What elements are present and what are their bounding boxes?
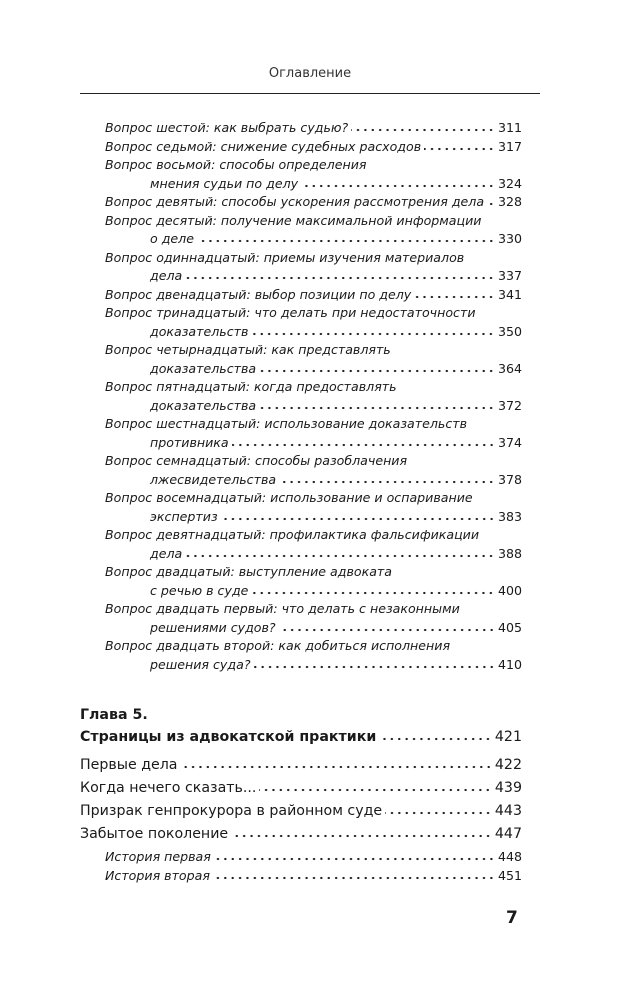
entry-title: Вопрос одиннадцатый: приемы изучения материалов [105, 249, 465, 265]
entry-page: 443 [494, 803, 522, 819]
entry-page: 378 [497, 471, 522, 487]
entry-page: 422 [494, 757, 522, 773]
toc-entry-question [105, 138, 522, 156]
toc-entry-question [105, 249, 522, 267]
dot-leader [379, 737, 492, 741]
entry-page: 405 [497, 619, 522, 635]
toc-entry-question [150, 360, 522, 378]
toc-entry-question [150, 230, 522, 248]
entry-title: Вопрос четырнадцатый: как представлять [105, 342, 391, 357]
toc-entry-question [105, 119, 522, 137]
entry-page: 388 [497, 545, 522, 561]
entry-title: Страницы из адвокатской практики [80, 729, 377, 745]
dot-leader [213, 876, 495, 880]
toc-entry-question [105, 600, 522, 618]
entry-title: Вопрос двадцатый: выступление адвоката [105, 564, 392, 579]
entry-page: 350 [497, 323, 522, 339]
toc-entry-question [105, 304, 522, 322]
toc-entry-question [105, 637, 522, 655]
entry-page: 400 [497, 582, 522, 598]
entry-title: Вопрос восемнадцатый: использование и оспаривание [105, 490, 473, 505]
entry-page: 421 [494, 729, 522, 745]
entry-page: 330 [497, 231, 522, 246]
entry-title: доказательства [150, 360, 257, 376]
entry-title: Вопрос двадцать второй: как добиться исполнения [105, 638, 451, 653]
toc-entry-question [105, 378, 522, 396]
toc-entry-question [150, 545, 522, 563]
dot-leader [259, 406, 495, 410]
dot-leader [385, 811, 492, 815]
dot-leader [251, 591, 495, 595]
dot-leader [214, 857, 495, 861]
toc-entry-question [105, 563, 522, 581]
dot-leader [279, 480, 495, 484]
entry-page: 324 [497, 175, 522, 191]
toc-entry-question [105, 156, 522, 174]
entry-title: Вопрос шестнадцатый: использование доказательств [105, 416, 468, 431]
entry-title: Вопрос девятнадцатый: профилактика фальсификации [105, 527, 480, 542]
dot-leader [259, 369, 495, 373]
entry-title: Вопрос седьмой: снижение судебных расходов [105, 138, 422, 154]
entry-title: лжесвидетельства [150, 471, 277, 487]
entry-page: 447 [494, 826, 522, 842]
dot-leader [351, 128, 495, 132]
entry-title: экспертиз [150, 508, 218, 524]
entry-page: 317 [497, 138, 522, 154]
dot-leader [279, 628, 495, 632]
page-number: 7 [506, 908, 518, 928]
dot-leader [232, 443, 495, 447]
dot-leader [197, 239, 495, 243]
chapter-label [80, 704, 522, 726]
entry-title: с речью в суде [150, 582, 249, 598]
toc-entry-question [105, 415, 522, 433]
entry-title: Вопрос девятый: способы ускорения рассмотрения дела [105, 194, 485, 209]
toc-entry-section [80, 754, 522, 776]
entry-title: Вопрос восьмой: способы определения [105, 157, 367, 172]
entry-title: мнения судьи по делу [150, 175, 299, 191]
entry-title: Вопрос двадцать первый: что делать с незаконными [105, 601, 460, 616]
entry-title: о деле [150, 231, 194, 246]
entry-page: 364 [497, 360, 522, 376]
header-rule [80, 93, 540, 94]
toc-entry-section [80, 823, 522, 845]
entry-title: Глава 5. [80, 707, 148, 723]
toc-entry-question [150, 582, 522, 600]
chapter-title [80, 726, 522, 748]
entry-title: Вопрос шестой: как выбрать судью? [105, 120, 349, 135]
entry-title: дела [150, 268, 183, 283]
entry-page: 372 [497, 397, 522, 413]
dot-leader [414, 295, 495, 299]
entry-page: 328 [497, 194, 522, 209]
entry-page: 439 [494, 780, 522, 796]
entry-title: дела [150, 545, 183, 561]
entry-title: Призрак генпрокурора в районном суде [80, 803, 383, 819]
entry-title: противника [150, 434, 229, 450]
dot-leader [251, 332, 495, 336]
dot-leader [185, 276, 495, 280]
toc-entry-question [105, 212, 522, 230]
entry-title: доказательств [150, 323, 249, 339]
entry-title: Первые дела [80, 757, 178, 773]
entry-page: 451 [497, 868, 522, 883]
entry-page: 410 [497, 656, 522, 672]
running-header: Оглавление [268, 66, 352, 81]
toc-entry-question [105, 526, 522, 544]
dot-leader [254, 665, 495, 669]
toc-entry-section [80, 777, 522, 799]
toc-entry-question [105, 489, 522, 507]
toc-entry-question [150, 323, 522, 341]
dot-leader [185, 554, 495, 558]
toc-entry-section [80, 800, 522, 822]
toc-entry-subsection [105, 867, 522, 885]
entry-page: 383 [497, 508, 522, 524]
entry-page: 374 [497, 434, 522, 450]
entry-page: 448 [497, 849, 522, 864]
toc-entry-question [150, 619, 522, 637]
entry-title: Вопрос семнадцатый: способы разоблачения [105, 453, 408, 468]
entry-title: История первая [105, 849, 211, 864]
entry-title: Вопрос десятый: получение максимальной информации [105, 212, 482, 228]
entry-title: решения суда? [150, 656, 251, 672]
toc-entry-question [150, 434, 522, 452]
entry-title: Вопрос двенадцатый: выбор позиции по делу [105, 286, 412, 302]
dot-leader [221, 517, 495, 521]
entry-title: доказательства [150, 397, 257, 413]
entry-page: 311 [497, 120, 522, 135]
toc-entry-question [150, 508, 522, 526]
dot-leader [424, 147, 495, 151]
toc-entry-question [150, 471, 522, 489]
entry-title: Когда нечего сказать... [80, 780, 257, 796]
dot-leader [231, 834, 492, 838]
toc-entry-question [150, 656, 522, 674]
entry-title: Вопрос пятнадцатый: когда предоставлять [105, 379, 397, 394]
dot-leader [181, 765, 492, 769]
toc-entry-question [150, 397, 522, 415]
entry-title: История вторая [105, 868, 210, 883]
toc-entry-question [150, 175, 522, 193]
dot-leader [259, 788, 491, 792]
toc-entry-question [105, 193, 522, 211]
dot-leader [301, 184, 495, 188]
entry-title: Вопрос тринадцатый: что делать при недостаточности [105, 305, 476, 320]
toc-entry-question [150, 267, 522, 285]
toc-entry-subsection [105, 848, 522, 866]
dot-leader [487, 202, 495, 206]
entry-title: Забытое поколение [80, 826, 229, 842]
toc-entry-question [105, 286, 522, 304]
entry-page: 341 [497, 286, 522, 302]
toc-entry-question [105, 452, 522, 470]
toc-entry-question [105, 341, 522, 359]
entry-page: 337 [497, 268, 522, 283]
entry-title: решениями судов? [150, 619, 276, 635]
